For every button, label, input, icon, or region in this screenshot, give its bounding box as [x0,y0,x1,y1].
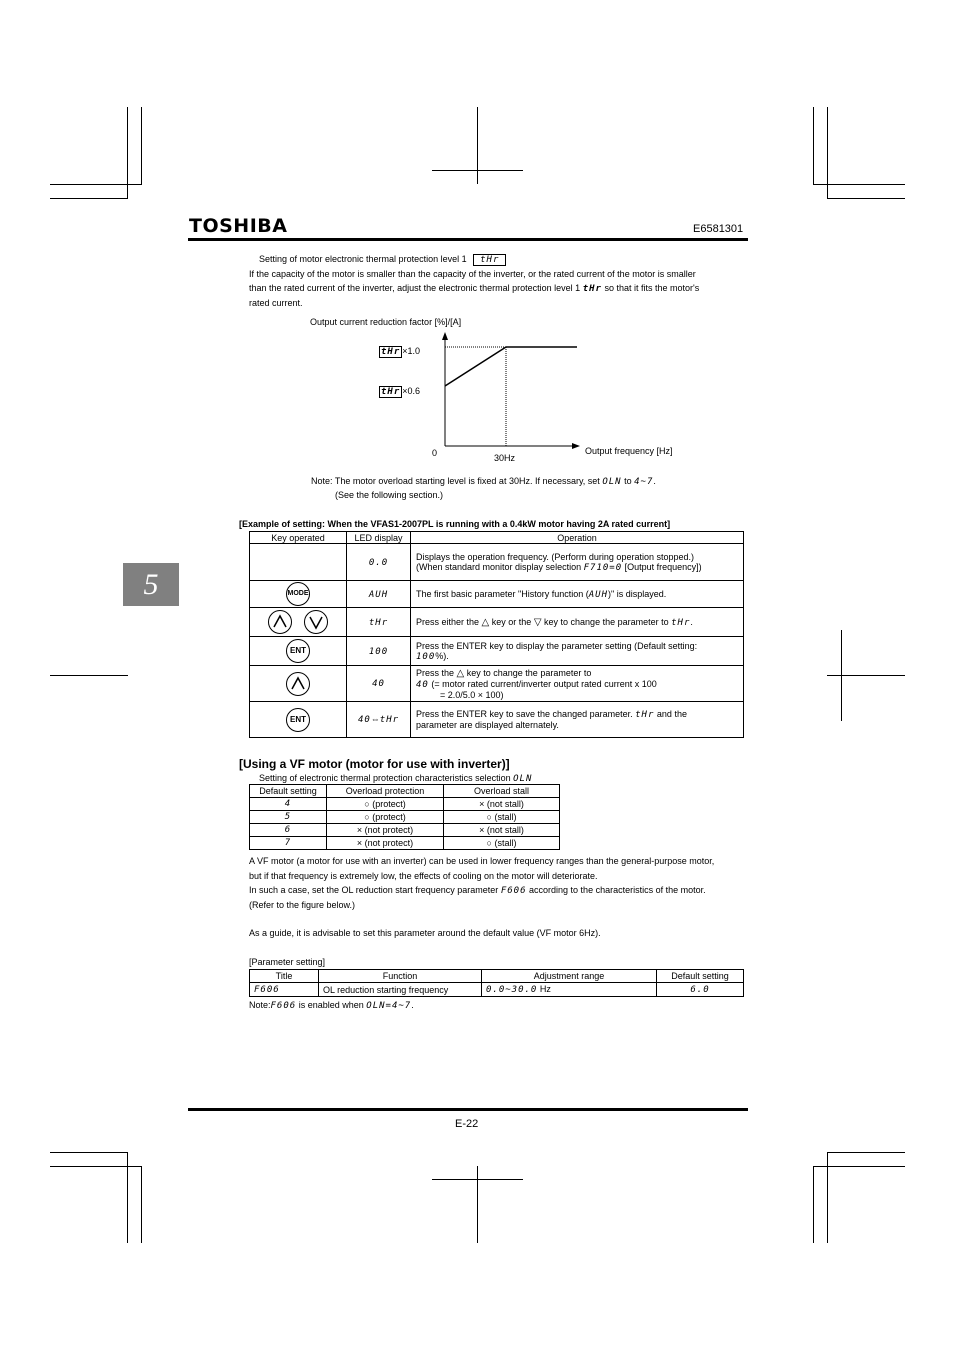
operation-cell: Displays the operation frequency. (Perform during operation stopped.) (When standard monitor display selection F710=0 [Output frequency]) [411,544,744,581]
crop-mark [827,198,905,199]
col-led: LED display [347,532,411,544]
example-header-row [250,532,744,544]
param-function-cell: OL reduction starting frequency [319,983,482,997]
section2-note: Note:F606 is enabled when OLN=4~7. [249,1000,414,1011]
down-key-icon[interactable] [304,610,328,634]
footer-rule [188,1108,748,1111]
section1-heading: Setting of motor electronic thermal protection level 1 tHr [259,254,506,265]
crop-mark [50,1152,128,1153]
up-triangle-icon: △ [456,667,465,679]
up-key-icon[interactable] [268,610,292,634]
down-triangle-icon: ▽ [533,616,542,628]
chapter-tab: 5 [123,563,179,606]
operation-cell: Press the ENTER key to save the changed parameter. tHr and the parameter are displayed alternately. [411,702,744,738]
col-operation: Operation [411,532,744,544]
param-code-box: tHr [473,254,506,266]
crop-mark [841,630,842,721]
col-protection: Overload protection [327,785,444,798]
crop-mark [827,675,905,676]
table-row [250,983,744,997]
crop-mark [477,1166,478,1243]
crop-mark [813,1166,905,1167]
table-row [250,608,744,637]
crop-mark [432,1179,523,1180]
col-stall: Overload stall [444,785,560,798]
ent-key-icon[interactable]: ENT [286,639,310,663]
led-cell: 0.0 [347,544,411,581]
ent-key-icon[interactable]: ENT [286,708,310,732]
param-table [249,969,744,997]
crop-mark [813,107,814,185]
graph-origin: 0 [432,448,438,458]
table-row [250,702,744,738]
header-rule [188,238,748,241]
key-cell [250,581,347,608]
crop-mark [50,184,142,185]
param-header-row [250,970,744,983]
led-cell: tHr [347,608,411,637]
crop-mark [50,675,128,676]
graph-ylabel: Output current reduction factor [%]/[A] [310,317,462,327]
graph-ytick-high: tHr ×1.0 [381,346,421,357]
table-row: 7 × (not protect) ○ (stall) [250,837,560,850]
param-setting-label: [Parameter setting] [249,957,326,967]
col-key: Key operated [250,532,347,544]
brand-logo: TOSHIBA [189,215,288,237]
example-table [249,531,744,738]
table-row [250,544,744,581]
reduction-curve [445,347,577,386]
col-default: Default setting [250,785,327,798]
table-row: 4 ○ (protect) × (not stall) [250,798,560,811]
param-range-cell: 0.0~30.0 Hz [482,983,657,997]
key-cell [250,608,347,637]
crop-mark [50,198,128,199]
section2-para1: A VF motor (a motor for use with an inverter) can be used in lower frequency ranges than the general-purpose motor, [249,856,715,866]
crop-mark [141,1166,142,1243]
page-number: E-22 [455,1118,479,1130]
section1-para-line2: than the rated current of the inverter, adjust the electronic thermal protection level 1 tHr so that it fits the motor's [249,283,700,294]
operation-cell: Press either the △ key or the ▽ key to change the parameter to tHr. [411,608,744,637]
oln-table [249,784,560,850]
crop-mark [813,184,905,185]
led-cell: 40 [347,666,411,702]
oln-header-row [250,785,560,798]
crop-mark [477,107,478,184]
note1: Note: The motor overload starting level is fixed at 30Hz. If necessary, set OLN to 4~7. [311,476,656,487]
key-cell [250,702,347,738]
table-row: 5 ○ (protect) ○ (stall) [250,811,560,824]
crop-mark [50,1166,142,1167]
section1-para-line3: rated current. [249,298,303,308]
doc-number: E6581301 [693,223,744,235]
crop-mark [141,107,142,185]
led-cell: 40⇔tHr [347,702,411,738]
section2-para5: As a guide, it is advisable to set this parameter around the default value (VF motor 6Hz). [249,928,601,938]
key-cell [250,666,347,702]
y-axis-arrow [442,332,448,340]
table-row [250,637,744,666]
col-title: Title [250,970,319,983]
table-row [250,581,744,608]
key-cell [250,637,347,666]
operation-cell: Press the ENTER key to display the parameter setting (Default setting: 100%). [411,637,744,666]
table-row: 6 × (not protect) × (not stall) [250,824,560,837]
up-triangle-icon: △ [481,616,490,628]
operation-cell: Press the △ key to change the parameter to 40 (= motor rated current/inverter output rated current x 100 = 2.0/5.0 × 100) [411,666,744,702]
section2-para2: but if that frequency is extremely low, the effects of cooling on the motor will deteriorate. [249,871,598,881]
up-key-icon[interactable] [286,672,310,696]
mode-key-icon[interactable]: MODE [286,582,310,606]
param-title-cell: F606 [250,983,319,997]
section2-para3: In such a case, set the OL reduction start frequency parameter F606 according to the characteristics of the motor. [249,885,706,896]
key-cell [250,544,347,581]
x-axis-arrow [572,443,580,449]
operation-cell: The first basic parameter "History function (AUH)" is displayed. [411,581,744,608]
section2-para4: (Refer to the figure below.) [249,900,356,910]
graph-ytick-low: tHr ×0.6 [381,386,421,397]
graph-xtick: 30Hz [494,453,516,463]
col-range: Adjustment range [482,970,657,983]
col-function: Function [319,970,482,983]
param-default-cell: 6.0 [657,983,744,997]
crop-mark [827,1152,905,1153]
table-row [250,666,744,702]
graph-xlabel: Output frequency [Hz] [585,446,673,456]
led-cell: AUH [347,581,411,608]
note1-line2: (See the following section.) [335,490,444,500]
crop-mark [432,170,523,171]
led-cell: 100 [347,637,411,666]
crop-mark [827,107,828,199]
crop-mark [127,107,128,199]
section1-para-line1: If the capacity of the motor is smaller than the capacity of the inverter, or the rated current of the motor is smaller [249,269,696,279]
crop-mark [813,1166,814,1243]
section2-heading: [Using a VF motor (motor for use with inverter)] [239,757,510,771]
section2-subheading: Setting of electronic thermal protection characteristics selection OLN [259,773,533,784]
col-default: Default setting [657,970,744,983]
example-title: [Example of setting: When the VFAS1-2007PL is running with a 0.4kW motor having 2A rated current] [239,519,671,529]
